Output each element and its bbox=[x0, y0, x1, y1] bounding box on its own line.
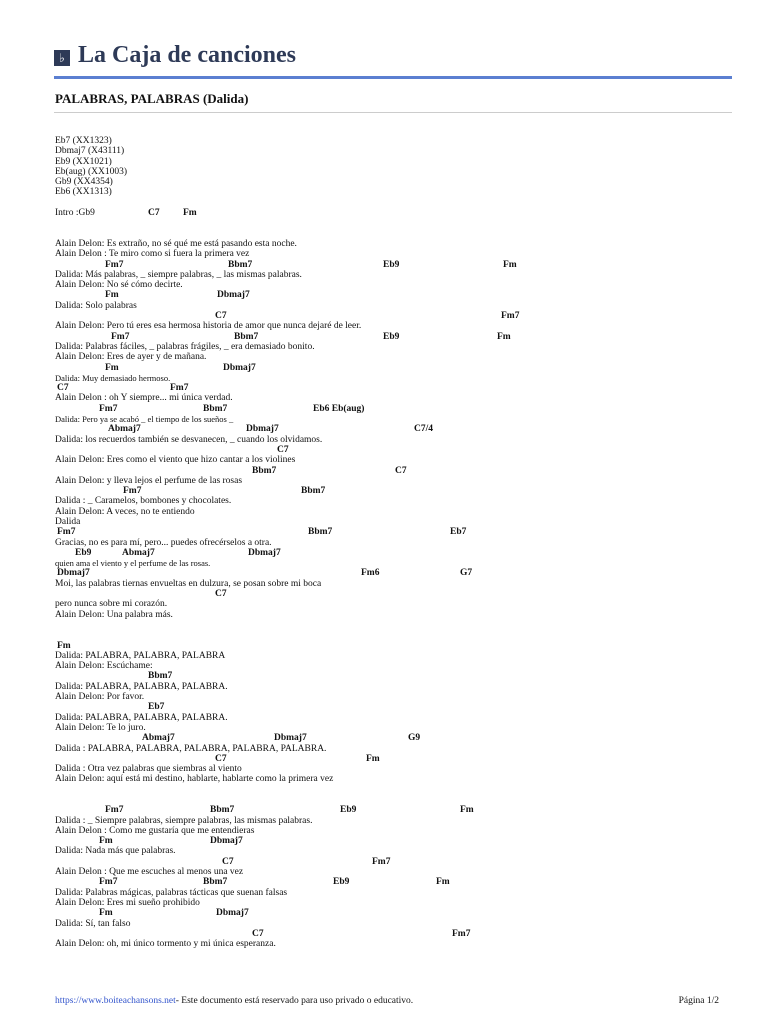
lyric-line: Dalida: Solo palabras bbox=[55, 300, 137, 311]
chord-line bbox=[55, 857, 725, 867]
page-number: Página 1/2 bbox=[678, 996, 719, 1006]
chord-line bbox=[55, 466, 725, 476]
lyric-line: Alain Delon : Que me escuches al menos una vez bbox=[55, 867, 244, 878]
chord: C7 bbox=[57, 383, 69, 394]
chord: C7 bbox=[395, 465, 407, 476]
lyric-line: Alain Delon : Te miro como si fuera la primera vez bbox=[55, 249, 250, 260]
lyric-line: Dalida: Pero ya se acabó _ el tiempo de los sueños _ bbox=[55, 414, 234, 425]
chord: G9 bbox=[408, 733, 421, 744]
chord-line bbox=[55, 908, 725, 918]
chord: Bbm7 bbox=[203, 877, 228, 888]
intro-label: Intro :Gb9 bbox=[55, 208, 95, 219]
chord: Eb9 bbox=[340, 805, 357, 816]
lyric-line: Dalida: Sí, tan falso bbox=[55, 918, 131, 929]
song-content bbox=[55, 136, 725, 949]
lyric-line: Gracias, no es para mí, pero... puedes ofrecérselos a otra. bbox=[55, 537, 272, 548]
lyric-line: Dalida : _ Caramelos, bombones y chocolates. bbox=[55, 496, 232, 507]
chord: Abmaj7 bbox=[142, 733, 175, 744]
chord: C7 bbox=[252, 928, 264, 939]
lyric-line: Alain Delon: Por favor. bbox=[55, 692, 145, 703]
chord-line bbox=[55, 877, 725, 887]
chord: Dbmaj7 bbox=[216, 908, 249, 919]
blank-line bbox=[55, 785, 725, 795]
blank-line bbox=[55, 795, 725, 805]
chord: Fm7 bbox=[372, 856, 391, 867]
lyric-line: Alain Delon: oh, mi único tormento y mi única esperanza. bbox=[55, 939, 276, 950]
chord: Fm7 bbox=[99, 877, 118, 888]
lyric-line: Alain Delon : oh Y siempre... mi única verdad. bbox=[55, 393, 233, 404]
chord: Fm7 bbox=[105, 259, 124, 270]
chord: Fm bbox=[105, 362, 119, 373]
lyric-line: Eb6 (XX1313) bbox=[55, 187, 112, 198]
lyric-line: Alain Delon: A veces, no te entiendo bbox=[55, 506, 195, 517]
chord: Fm7 bbox=[452, 928, 471, 939]
chord: Bbm7 bbox=[148, 671, 173, 682]
intro-line bbox=[55, 208, 725, 218]
chord: Eb9 bbox=[383, 331, 400, 342]
blank-line bbox=[55, 620, 725, 630]
lyric-line: Alain Delon: Eres mi sueño prohibido bbox=[55, 897, 200, 908]
chord-line bbox=[55, 568, 725, 578]
lyric-line: Alain Delon: Pero tú eres esa hermosa historia de amor que nunca dejaré de leer. bbox=[55, 321, 362, 332]
lyric-line: Alain Delon: Una palabra más. bbox=[55, 609, 173, 620]
footer-note: - Este documento está reservado para uso privado o educativo. bbox=[175, 996, 414, 1006]
flat-logo-icon: ♭ bbox=[54, 50, 70, 66]
chord: Dbmaj7 bbox=[248, 547, 281, 558]
chord: Bbm7 bbox=[228, 259, 253, 270]
lyric-line: Eb9 (XX1021) bbox=[55, 156, 112, 167]
chord-line bbox=[55, 671, 725, 681]
lyric-line: Dalida: Palabras fáciles, _ palabras frágiles, _ era demasiado bonito. bbox=[55, 341, 315, 352]
lyric-line: Dalida : Otra vez palabras que siembras al viento bbox=[55, 764, 242, 775]
site-link[interactable]: https://www.boiteachansons.net bbox=[55, 996, 176, 1006]
chord: Dbmaj7 bbox=[57, 568, 90, 579]
chord-line bbox=[55, 311, 725, 321]
chord-line bbox=[55, 641, 725, 651]
chord: C7 bbox=[222, 856, 234, 867]
lyric-line: Dalida: Más palabras, _ siempre palabras, _ las mismas palabras. bbox=[55, 269, 302, 280]
lyric-line: Alain Delon: Eres como el viento que hizo cantar a los violines bbox=[55, 455, 296, 466]
lyric-line: Dalida: PALABRA, PALABRA, PALABRA bbox=[55, 650, 226, 661]
title-divider bbox=[54, 112, 732, 113]
chord-line bbox=[55, 929, 725, 939]
lyric-line: Dbmaj7 (X43111) bbox=[55, 146, 125, 157]
lyric-line: Eb7 (XX1323) bbox=[55, 136, 112, 146]
chord: Abmaj7 bbox=[108, 424, 141, 435]
blank-line bbox=[55, 198, 725, 208]
chord-line bbox=[55, 290, 725, 300]
lyric-line: pero nunca sobre mi corazón. bbox=[55, 599, 168, 610]
chord: Eb6 Eb(aug) bbox=[313, 403, 365, 414]
chord: C7 bbox=[215, 589, 227, 600]
chord: Bbm7 bbox=[210, 805, 235, 816]
lyric-line: Alain Delon: Te lo juro. bbox=[55, 722, 146, 733]
lyric-line: Alain Delon : Como me gustaría que me entendieras bbox=[55, 825, 255, 836]
chord: Fm bbox=[99, 908, 113, 919]
chord: Fm7 bbox=[111, 331, 130, 342]
chord: Fm7 bbox=[105, 805, 124, 816]
chord-line bbox=[55, 836, 725, 846]
chord-line bbox=[55, 548, 725, 558]
chord: Fm7 bbox=[57, 527, 76, 538]
lyric-line: Dalida: Muy demasiado hermoso. bbox=[55, 372, 171, 383]
chord-line bbox=[55, 332, 725, 342]
site-title: La Caja de canciones bbox=[78, 42, 296, 68]
chord: C7 bbox=[148, 208, 160, 219]
blank-line bbox=[55, 630, 725, 640]
chord: Abmaj7 bbox=[122, 547, 155, 558]
chord: C7 bbox=[215, 311, 227, 322]
chord: Fm bbox=[436, 877, 450, 888]
lyric-line: Eb(aug) (XX1003) bbox=[55, 166, 128, 177]
chord: Bbm7 bbox=[234, 331, 259, 342]
chord-line bbox=[55, 589, 725, 599]
chord: C7 bbox=[277, 444, 289, 455]
chord-line bbox=[55, 805, 725, 815]
chord-line bbox=[55, 445, 725, 455]
lyric-line: Dalida: Palabras mágicas, palabras tácticas que suenan falsas bbox=[55, 887, 288, 898]
lyric-line: Alain Delon: aquí está mi destino, hablarte, hablarte como la primera vez bbox=[55, 774, 334, 785]
chord: Dbmaj7 bbox=[274, 733, 307, 744]
chord: Fm bbox=[57, 640, 71, 651]
chord-line bbox=[55, 260, 725, 270]
chord: Fm7 bbox=[501, 311, 520, 322]
chord: Eb7 bbox=[450, 527, 467, 538]
chord-line bbox=[55, 383, 725, 393]
chord: Fm bbox=[366, 753, 380, 764]
chord: Fm7 bbox=[170, 383, 189, 394]
chord: Dbmaj7 bbox=[210, 836, 243, 847]
chord: Eb9 bbox=[75, 547, 92, 558]
blank-line bbox=[55, 218, 725, 228]
lyric-line: Alain Delon: y lleva lejos el perfume de las rosas bbox=[55, 475, 243, 486]
chord: Bbm7 bbox=[252, 465, 277, 476]
chord: Fm bbox=[99, 836, 113, 847]
chord: Fm7 bbox=[99, 403, 118, 414]
blank-line bbox=[55, 229, 725, 239]
chord-line bbox=[55, 363, 725, 373]
lyric-line: Alain Delon: Eres de ayer y de mañana. bbox=[55, 352, 207, 363]
chord-line bbox=[55, 754, 725, 764]
site-header bbox=[54, 40, 731, 78]
chord: Bbm7 bbox=[203, 403, 228, 414]
chord-line bbox=[55, 404, 725, 414]
chord: Dbmaj7 bbox=[246, 424, 279, 435]
lyric-line: Alain Delon: No sé cómo decirte. bbox=[55, 280, 183, 291]
chord: Bbm7 bbox=[308, 527, 333, 538]
chord: Fm7 bbox=[123, 486, 142, 497]
chord-line bbox=[55, 527, 725, 537]
chord-line bbox=[55, 486, 725, 496]
page-footer bbox=[55, 996, 719, 1006]
chord-line bbox=[55, 424, 725, 434]
chord: Eb9 bbox=[333, 877, 350, 888]
header-divider bbox=[54, 76, 732, 79]
lyric-line: quien ama el viento y el perfume de las rosas. bbox=[55, 558, 211, 569]
chord: Eb7 bbox=[148, 702, 165, 713]
lyric-line: Alain Delon: Es extraño, no sé qué me está pasando esta noche. bbox=[55, 238, 297, 249]
lyric-line: Dalida : PALABRA, PALABRA, PALABRA, PALABRA, PALABRA. bbox=[55, 743, 327, 754]
chord: C7 bbox=[215, 753, 227, 764]
lyric-line: Dalida : _ Siempre palabras, siempre palabras, las mismas palabras. bbox=[55, 815, 313, 826]
lyric-line: Moi, las palabras tiernas envueltas en dulzura, se posan sobre mi boca bbox=[55, 578, 322, 589]
lyric-line: Dalida: los recuerdos también se desvanecen, _ cuando los olvidamos. bbox=[55, 434, 323, 445]
chord: Fm6 bbox=[361, 568, 380, 579]
lyric-line: Alain Delon: Escúchame: bbox=[55, 661, 153, 672]
chord: Fm bbox=[497, 331, 511, 342]
chord-line bbox=[55, 733, 725, 743]
song-title: PALABRAS, PALABRAS (Dalida) bbox=[55, 91, 249, 106]
chord: Eb9 bbox=[383, 259, 400, 270]
lyric-line: Dalida: Nada más que palabras. bbox=[55, 846, 176, 857]
chord: Fm bbox=[183, 208, 197, 219]
chord: Bbm7 bbox=[301, 486, 326, 497]
lyric-line: Dalida: PALABRA, PALABRA, PALABRA. bbox=[55, 712, 228, 723]
lyric-line: Dalida bbox=[55, 516, 81, 527]
chord: Fm bbox=[460, 805, 474, 816]
lyric-line: Dalida: PALABRA, PALABRA, PALABRA. bbox=[55, 681, 228, 692]
chord: Dbmaj7 bbox=[223, 362, 256, 373]
chord: Fm bbox=[503, 259, 517, 270]
chord: Fm bbox=[105, 290, 119, 301]
chord: Dbmaj7 bbox=[217, 290, 250, 301]
chord: C7/4 bbox=[414, 424, 433, 435]
chord-line bbox=[55, 702, 725, 712]
lyric-line: Gb9 (XX4354) bbox=[55, 177, 113, 188]
chord: G7 bbox=[460, 568, 473, 579]
